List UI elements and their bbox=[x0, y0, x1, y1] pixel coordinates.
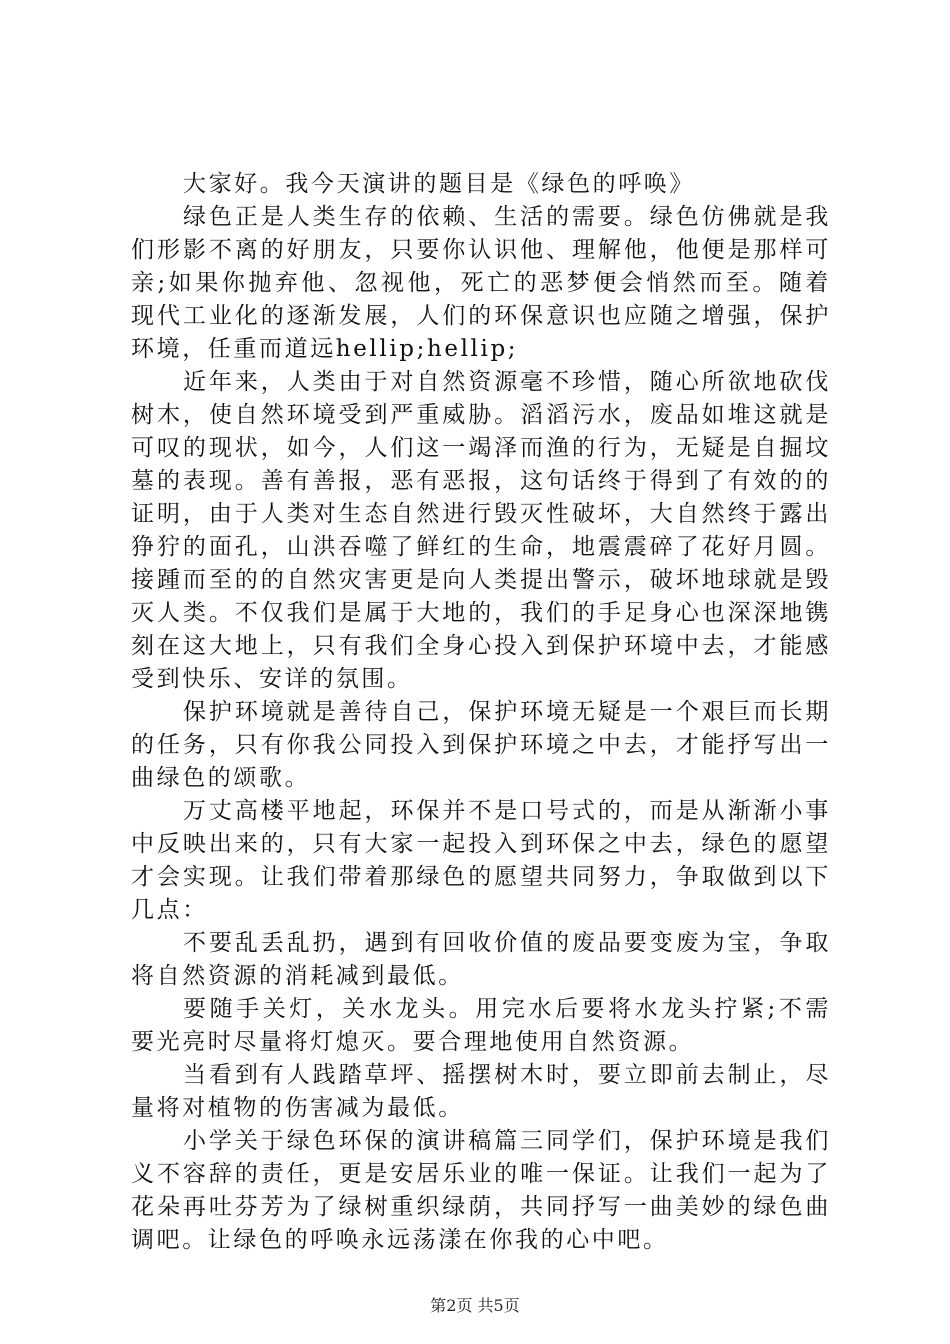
paragraph-recent-years: 近年来，人类由于对自然资源毫不珍惜，随心所欲地砍伐树木，使自然环境受到严重威胁。滔滔污水，废品如堆这就是可叹的现状，如今，人们这一竭泽而渔的行为，无疑是自掘坟墓的表现。善有善报，恶有恶报，这句话终于得到了有效的的证明，由于人类对生态自然进行毁灭性破坏，大自然终于露出狰狞的面孔，山洪吞噬了鲜红的生命，地震震碎了花好月圆。接踵而至的的自然灾害更是向人类提出警示，破坏地球就是毁灭人类。不仅我们是属于大地的，我们的手足身心也深深地镌刻在这大地上，只有我们全身心投入到保护环境中去，才能感受到快乐、安详的氛围。 bbox=[131, 369, 831, 692]
paragraph-protect-plants: 当看到有人践踏草坪、摇摆树木时，要立即前去制止，尽量将对植物的伤害减为最低。 bbox=[131, 1062, 831, 1121]
paragraph-protect-environment: 保护环境就是善待自己，保护环境无疑是一个艰巨而长期的任务，只有你我公同投入到保护环境之中去，才能抒写出一曲绿色的颂歌。 bbox=[131, 699, 831, 791]
paragraph-lights-water: 要随手关灯，关水龙头。用完水后要将水龙头拧紧;不需要光亮时尽量将灯熄灭。要合理地使用自然资源。 bbox=[131, 996, 831, 1055]
paragraph-greeting: 大家好。我今天演讲的题目是《绿色的呼唤》 bbox=[183, 171, 695, 197]
paragraph-small-things: 万丈高楼平地起，环保并不是口号式的，而是从渐渐小事中反映出来的，只有大家一起投入到环保之中去，绿色的愿望才会实现。让我们带着那绿色的愿望共同努力，争取做到以下几点： bbox=[131, 798, 831, 923]
page-number-footer: 第2页 共5页 bbox=[430, 1296, 520, 1315]
paragraph-no-littering: 不要乱丢乱扔，遇到有回收价值的废品要变废为宝，争取将自然资源的消耗减到最低。 bbox=[131, 930, 831, 989]
document-body bbox=[131, 168, 831, 1257]
paragraph-conclusion: 小学关于绿色环保的演讲稿篇三同学们，保护环境是我们义不容辞的责任，更是安居乐业的唯一保证。让我们一起为了花朵再吐芬芳为了绿树重织绿荫，共同抒写一曲美妙的绿色曲调吧。让绿色的呼唤永远荡漾在你我的心中吧。 bbox=[131, 1128, 831, 1253]
paragraph-green-need: 绿色正是人类生存的依赖、生活的需要。绿色仿佛就是我们形影不离的好朋友，只要你认识他、理解他，他便是那样可亲;如果你抛弃他、忽视他，死亡的恶梦便会悄然而至。随着现代工业化的逐渐发展，人们的环保意识也应随之增强，保护环境，任重而道远hellip;hellip; bbox=[131, 204, 831, 362]
